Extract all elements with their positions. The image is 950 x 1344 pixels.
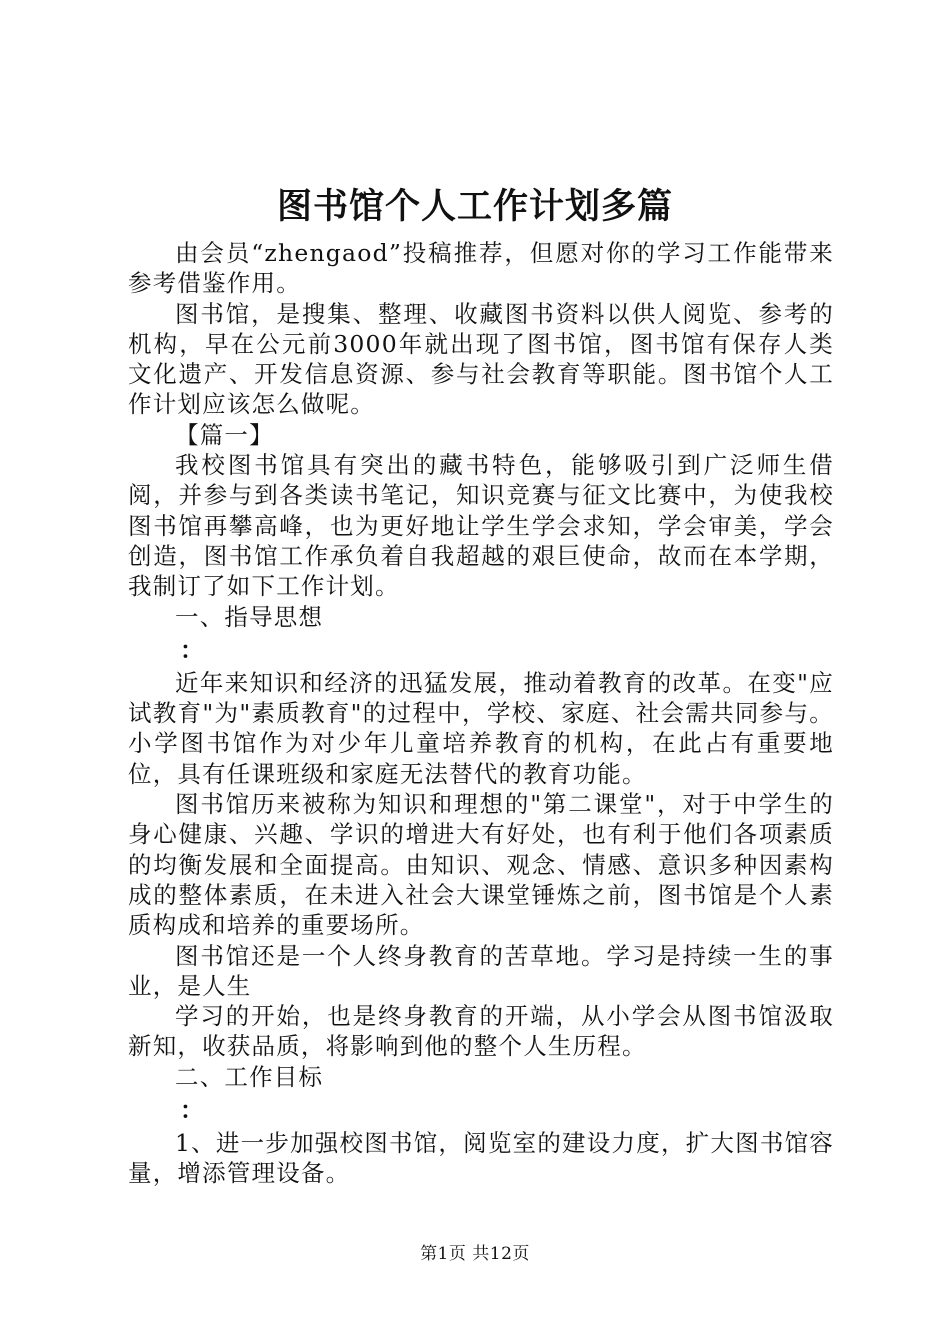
page-footer: 第1页 共12页 xyxy=(420,1244,530,1264)
goal-item-1: 1、进一步加强校图书馆，阅览室的建设力度，扩大图书馆容量，增添管理设备。 xyxy=(128,1129,834,1188)
intro-paragraph: 由会员“zhengaod”投稿推荐，但愿对你的学习工作能带来参考借鉴作用。 xyxy=(128,239,834,298)
colon-line: ： xyxy=(180,635,205,664)
heading-guiding-ideology: 一、指导思想 xyxy=(175,602,324,631)
document-body xyxy=(128,238,834,1189)
ideology-paragraph-1: 近年来知识和经济的迅猛发展，推动着教育的改革。在变"应试教育"为"素质教育"的过程中，学校、家庭、社会需共同参与。小学图书馆作为对少年儿童培养教育的机构，在此占有重要地位，具有任课班级和家庭无法替代的教育功能。 xyxy=(128,668,834,788)
ideology-paragraph-4: 学习的开始，也是终身教育的开端，从小学会从图书馆汲取新知，收获品质，将影响到他的整个人生历程。 xyxy=(128,1002,834,1061)
colon-line: ： xyxy=(180,1096,205,1125)
ideology-paragraph-3: 图书馆还是一个人终身教育的苦草地。学习是持续一生的事业，是人生 xyxy=(128,941,834,1000)
document-title: 图书馆个人工作计划多篇 xyxy=(276,186,673,227)
section-heading-part-one: 【篇一】 xyxy=(175,420,274,449)
part-one-intro-paragraph: 我校图书馆具有突出的藏书特色，能够吸引到广泛师生借阅，并参与到各类读书笔记，知识竞赛与征文比赛中，为使我校图书馆再攀高峰，也为更好地让学生学会求知，学会审美，学会创造，图书馆工作承负着自我超越的艰巨使命，故而在本学期，我制订了如下工作计划。 xyxy=(128,451,834,601)
ideology-paragraph-2: 图书馆历来被称为知识和理想的"第二课堂"，对于中学生的身心健康、兴趣、学识的增进大有好处，也有利于他们各项素质的均衡发展和全面提高。由知识、观念、情感、意识多种因素构成的整体素质，在未进入社会大课堂锤炼之前，图书馆是个人素质构成和培养的重要场所。 xyxy=(128,790,834,940)
library-definition-paragraph: 图书馆，是搜集、整理、收藏图书资料以供人阅览、参考的机构，早在公元前3000年就出现了图书馆，图书馆有保存人类文化遗产、开发信息资源、参与社会教育等职能。图书馆个人工作计划应该怎么做呢。 xyxy=(128,299,834,419)
heading-work-goals: 二、工作目标 xyxy=(175,1062,324,1091)
